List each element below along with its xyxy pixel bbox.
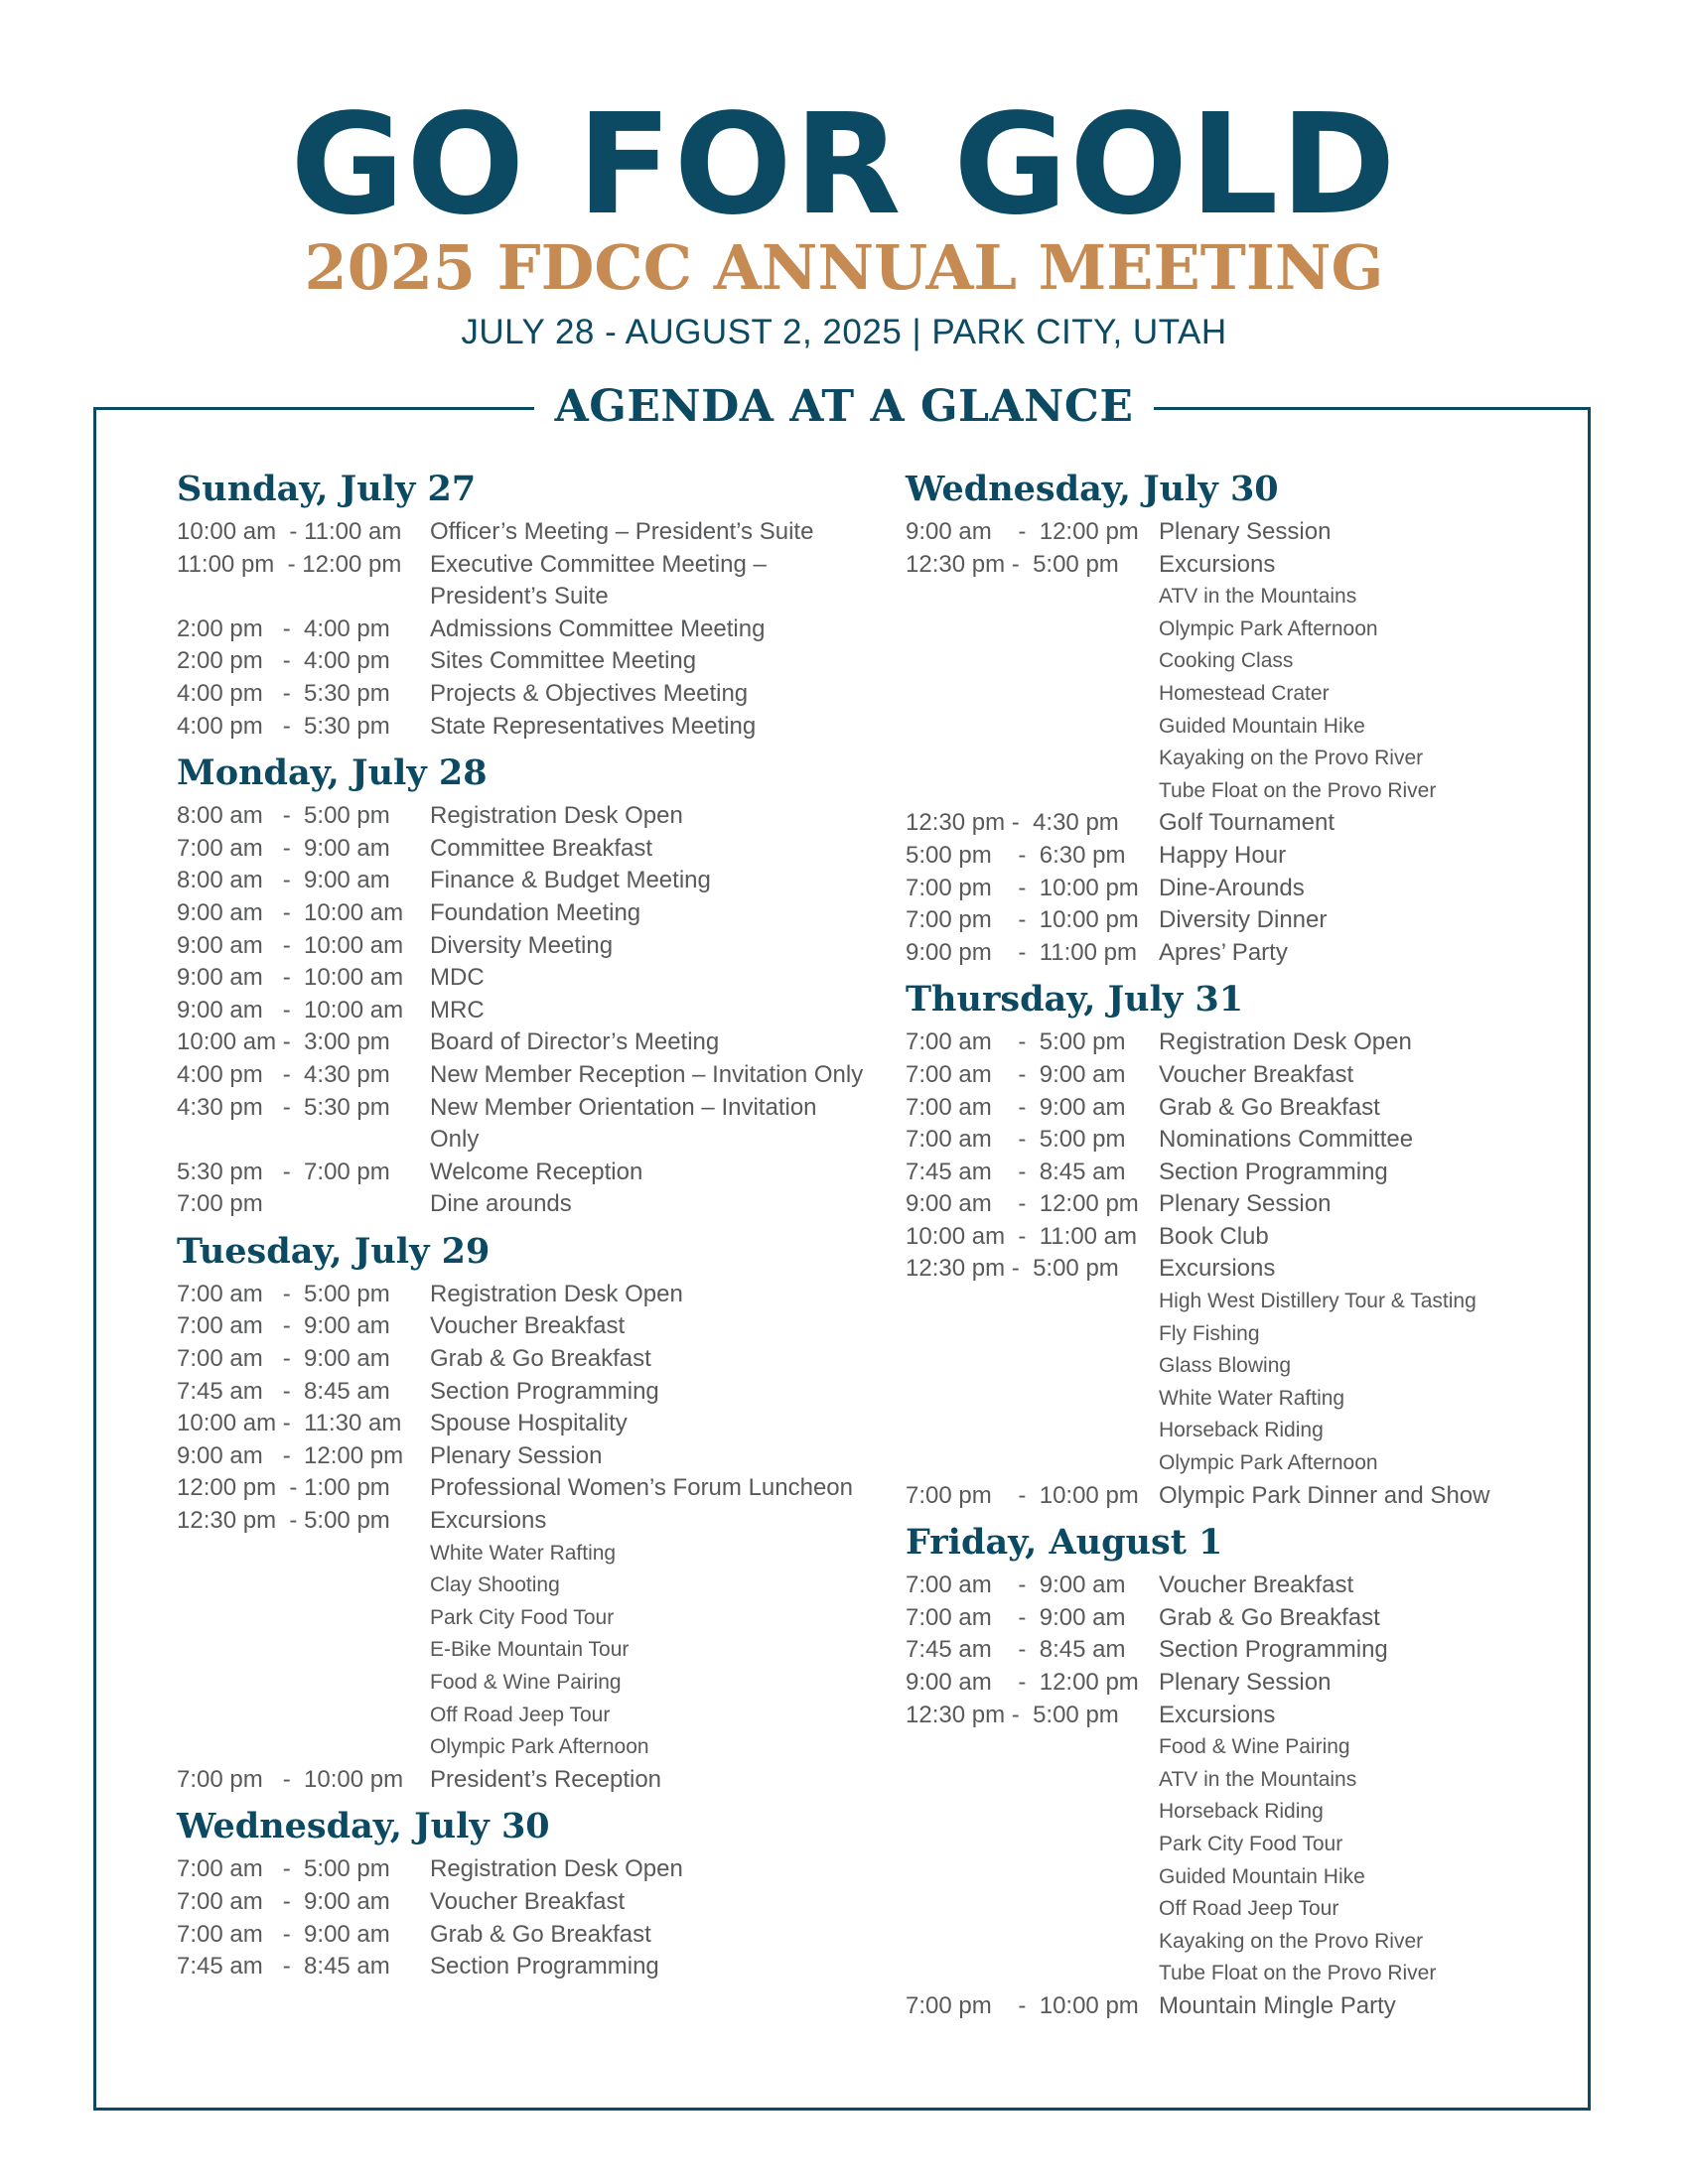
- agenda-row: [906, 807, 1601, 840]
- agenda-row: [906, 873, 1601, 905]
- event-time: 4:00 pm - 5:30 pm: [177, 679, 390, 707]
- agenda-row: [906, 516, 1601, 549]
- event-name: Welcome Reception: [430, 1158, 643, 1185]
- event-name: New Member Orientation – Invitation Only: [430, 1093, 817, 1154]
- excursion-option: Homestead Crater: [1159, 681, 1330, 705]
- day-section: [906, 467, 1601, 969]
- agenda-row: [177, 1026, 872, 1059]
- meeting-title: 2025 FDCC ANNUAL MEETING: [304, 231, 1384, 304]
- event-name: Plenary Session: [1159, 518, 1332, 545]
- excursion-option: Guided Mountain Hike: [1159, 1864, 1365, 1888]
- date-location: JULY 28 - AUGUST 2, 2025 | PARK CITY, UTAH: [461, 313, 1227, 351]
- event-time: 9:00 am - 10:00 am: [177, 964, 404, 992]
- event-time: 2:00 pm - 4:00 pm: [177, 614, 390, 642]
- event-time: 9:00 am - 12:00 pm: [177, 1441, 404, 1469]
- day-heading: Wednesday, July 30: [177, 1806, 550, 1847]
- event-name: Voucher Breakfast: [430, 1312, 626, 1340]
- excursion-option: Olympic Park Afternoon: [1159, 1451, 1378, 1475]
- excursion-option: Tube Float on the Provo River: [1159, 778, 1437, 802]
- agenda-row: [177, 549, 872, 614]
- excursion-option: Tube Float on the Provo River: [1159, 1962, 1437, 1985]
- event-name: Professional Women’s Forum Luncheon: [430, 1474, 853, 1502]
- event-name: Board of Director’s Meeting: [430, 1028, 720, 1056]
- event-name: Foundation Meeting: [430, 898, 641, 926]
- excursion-option: Food & Wine Pairing: [430, 1671, 622, 1694]
- event-name: Nominations Committee: [1159, 1126, 1414, 1154]
- event-time: 12:30 pm - 5:00 pm: [906, 550, 1119, 578]
- event-time: 7:00 am - 9:00 am: [177, 834, 390, 862]
- agenda-row: [906, 1157, 1601, 1189]
- agenda-row: [906, 1634, 1601, 1667]
- event-time: 10:00 am - 11:00 am: [906, 1222, 1138, 1250]
- excursion-option: Kayaking on the Provo River: [1159, 1929, 1424, 1953]
- day-section: [906, 1520, 1601, 2022]
- event-name: Mountain Mingle Party: [1159, 1991, 1396, 2019]
- event-time: 7:45 am - 8:45 am: [177, 1953, 390, 1980]
- agenda-row: [906, 1124, 1601, 1157]
- agenda-row: [906, 904, 1601, 937]
- agenda-row: [177, 833, 872, 866]
- event-time: 7:00 pm - 10:00 pm: [906, 1991, 1139, 2019]
- agenda-row: [177, 800, 872, 833]
- day-heading: Wednesday, July 30: [906, 469, 1279, 509]
- agenda-row: [906, 1188, 1601, 1221]
- event-name: Excursions: [430, 1507, 547, 1535]
- event-time: 9:00 am - 10:00 am: [177, 931, 404, 959]
- agenda-row: [177, 1092, 872, 1157]
- day-heading: Thursday, July 31: [906, 979, 1244, 1021]
- agenda-row: [177, 1059, 872, 1092]
- event-time: 7:45 am - 8:45 am: [177, 1377, 390, 1405]
- event-name: Plenary Session: [1159, 1669, 1332, 1696]
- excursion-option: Food & Wine Pairing: [1159, 1735, 1350, 1759]
- agenda-row: [177, 995, 872, 1027]
- event-time: 4:00 pm - 5:30 pm: [177, 712, 390, 740]
- event-time: 7:00 am - 9:00 am: [906, 1060, 1126, 1088]
- agenda-row: [177, 1279, 872, 1311]
- event-name: MDC: [430, 964, 485, 992]
- event-name: Section Programming: [1159, 1636, 1388, 1664]
- event-time: 7:00 pm - 10:00 pm: [177, 1765, 404, 1793]
- agenda-row: [177, 930, 872, 963]
- event-name: Section Programming: [430, 1953, 659, 1980]
- day-section: [177, 751, 872, 1221]
- agenda-row: [177, 1157, 872, 1189]
- event-time: 7:00 am - 5:00 pm: [906, 1028, 1126, 1056]
- event-name: Golf Tournament: [1159, 809, 1335, 837]
- day-heading: Monday, July 28: [177, 752, 488, 794]
- event-name: Projects & Objectives Meeting: [430, 679, 749, 707]
- excursion-option: Kayaking on the Provo River: [1159, 747, 1424, 770]
- event-time: 9:00 am - 12:00 pm: [906, 1669, 1139, 1696]
- agenda-row: [906, 1480, 1601, 1513]
- event-name: Excursions: [1159, 550, 1276, 578]
- excursion-option: Horseback Riding: [1159, 1419, 1324, 1442]
- event-time: 7:00 am - 9:00 am: [906, 1093, 1126, 1121]
- agenda-row: [177, 678, 872, 711]
- event-time: 4:00 pm - 4:30 pm: [177, 1060, 390, 1088]
- event-time: 7:00 am - 5:00 pm: [177, 1855, 390, 1883]
- event-time: 5:30 pm - 7:00 pm: [177, 1158, 390, 1185]
- agenda-row: [177, 1376, 872, 1409]
- event-time: 11:00 pm - 12:00 pm: [177, 550, 402, 578]
- excursion-option: Horseback Riding: [1159, 1800, 1324, 1824]
- event-time: 9:00 am - 10:00 am: [177, 996, 404, 1024]
- agenda-row: [906, 1026, 1601, 1059]
- agenda-row: [906, 1092, 1601, 1125]
- event-time: 7:00 am - 9:00 am: [906, 1571, 1126, 1599]
- event-name: Diversity Meeting: [430, 931, 614, 959]
- excursion-option: Guided Mountain Hike: [1159, 714, 1365, 738]
- event-time: 7:45 am - 8:45 am: [906, 1636, 1126, 1664]
- agenda-row: [906, 937, 1601, 970]
- event-name: Apres’ Party: [1159, 938, 1288, 966]
- event-name: Book Club: [1159, 1222, 1269, 1250]
- event-name: MRC: [430, 996, 485, 1024]
- agenda-row: [906, 1667, 1601, 1700]
- event-name: Dine arounds: [430, 1190, 572, 1218]
- event-time: 10:00 am - 11:30 am: [177, 1410, 402, 1437]
- excursion-option: Park City Food Tour: [1159, 1832, 1343, 1855]
- excursion-option: Off Road Jeep Tour: [1159, 1897, 1339, 1921]
- event-name: Finance & Budget Meeting: [430, 867, 711, 894]
- agenda-row: [177, 1310, 872, 1343]
- event-time: 12:30 pm - 4:30 pm: [906, 809, 1119, 837]
- event-name: Excursions: [1159, 1255, 1276, 1283]
- event-name: Executive Committee Meeting – President’s Suite: [430, 550, 767, 611]
- event-time: 7:00 am - 5:00 pm: [177, 1280, 390, 1307]
- excursion-option: Off Road Jeep Tour: [430, 1703, 611, 1726]
- event-time: 9:00 am - 12:00 pm: [906, 518, 1139, 545]
- event-time: 2:00 pm - 4:00 pm: [177, 647, 390, 675]
- day-heading: Tuesday, July 29: [177, 1230, 491, 1272]
- event-name: Voucher Breakfast: [1159, 1571, 1354, 1599]
- excursion-option: ATV in the Mountains: [1159, 585, 1357, 609]
- event-time: 7:00 am - 9:00 am: [177, 1887, 390, 1915]
- event-name: Grab & Go Breakfast: [1159, 1093, 1380, 1121]
- day-section: [906, 977, 1601, 1512]
- event-time: 7:00 am - 5:00 pm: [906, 1126, 1126, 1154]
- agenda-row: [177, 1764, 872, 1797]
- event-name: Dine-Arounds: [1159, 874, 1305, 901]
- agenda-row: [177, 865, 872, 897]
- agenda-row: [177, 1919, 872, 1952]
- event-time: 12:30 pm - 5:00 pm: [906, 1255, 1119, 1283]
- event-name: Happy Hour: [1159, 841, 1287, 869]
- event-name: Diversity Dinner: [1159, 906, 1328, 934]
- event-name: Grab & Go Breakfast: [1159, 1603, 1380, 1631]
- event-time: 12:00 pm - 1:00 pm: [177, 1474, 390, 1502]
- event-time: 7:45 am - 8:45 am: [906, 1158, 1126, 1185]
- left-column: [177, 467, 872, 1991]
- day-section: [177, 467, 872, 743]
- agenda-row: [906, 1059, 1601, 1092]
- agenda-row: [906, 1700, 1601, 1732]
- agenda-title: AGENDA AT A GLANCE: [534, 377, 1154, 437]
- event-name: New Member Reception – Invitation Only: [430, 1060, 864, 1088]
- agenda-row: [177, 1472, 872, 1505]
- event-name: Registration Desk Open: [430, 802, 683, 830]
- agenda-row: [177, 897, 872, 930]
- event-name: Admissions Committee Meeting: [430, 614, 766, 642]
- agenda-row: [906, 549, 1601, 582]
- event-time: 8:00 am - 9:00 am: [177, 867, 390, 894]
- day-section: [177, 1804, 872, 1982]
- agenda-row: [177, 1188, 872, 1221]
- event-name: Spouse Hospitality: [430, 1410, 628, 1437]
- excursion-option: Olympic Park Afternoon: [430, 1735, 649, 1759]
- event-time: 9:00 am - 12:00 pm: [906, 1190, 1139, 1218]
- event-time: 7:00 am - 9:00 am: [177, 1312, 390, 1340]
- agenda-row: [177, 962, 872, 995]
- event-name: Plenary Session: [430, 1441, 603, 1469]
- excursion-option: Olympic Park Afternoon: [1159, 616, 1378, 640]
- day-heading: Friday, August 1: [906, 1522, 1223, 1564]
- agenda-row: [177, 645, 872, 678]
- event-time: 10:00 am - 3:00 pm: [177, 1028, 390, 1056]
- agenda-row: [177, 614, 872, 646]
- excursion-option: Fly Fishing: [1159, 1321, 1260, 1345]
- event-time: 7:00 pm - 10:00 pm: [906, 1481, 1139, 1509]
- event-name: Voucher Breakfast: [1159, 1060, 1354, 1088]
- agenda-row: [177, 1951, 872, 1983]
- agenda-row: [177, 1440, 872, 1473]
- event-time: 7:00 pm - 10:00 pm: [906, 906, 1139, 934]
- event-name: Voucher Breakfast: [430, 1887, 626, 1915]
- event-name: President’s Reception: [430, 1765, 662, 1793]
- event-name: Registration Desk Open: [430, 1280, 683, 1307]
- day-heading: Sunday, July 27: [177, 469, 477, 509]
- agenda-row: [177, 516, 872, 549]
- event-time: 12:30 pm - 5:00 pm: [906, 1701, 1119, 1728]
- event-name: State Representatives Meeting: [430, 712, 757, 740]
- event-name: Grab & Go Breakfast: [430, 1345, 651, 1373]
- excursion-option: White Water Rafting: [430, 1541, 617, 1565]
- event-name: Olympic Park Dinner and Show: [1159, 1481, 1490, 1509]
- excursion-option: Park City Food Tour: [430, 1605, 615, 1629]
- event-time: 7:00 am - 9:00 am: [906, 1603, 1126, 1631]
- agenda-row: [906, 1602, 1601, 1635]
- event-name: Sites Committee Meeting: [430, 647, 697, 675]
- excursion-option: Clay Shooting: [430, 1573, 560, 1597]
- event-time: 5:00 pm - 6:30 pm: [906, 841, 1126, 869]
- excursion-option: Glass Blowing: [1159, 1354, 1292, 1378]
- agenda-row: [177, 711, 872, 744]
- event-name: Registration Desk Open: [1159, 1028, 1412, 1056]
- event-name: Committee Breakfast: [430, 834, 653, 862]
- event-name: Grab & Go Breakfast: [430, 1920, 651, 1948]
- agenda-row: [906, 1570, 1601, 1602]
- event-name: Section Programming: [1159, 1158, 1388, 1185]
- event-time: 9:00 am - 10:00 am: [177, 898, 404, 926]
- excursion-option: High West Distillery Tour & Tasting: [1159, 1290, 1477, 1313]
- event-time: 7:00 pm: [177, 1190, 263, 1218]
- event-time: 10:00 am - 11:00 am: [177, 518, 402, 545]
- event-time: 7:00 am - 9:00 am: [177, 1920, 390, 1948]
- event-name: Officer’s Meeting – President’s Suite: [430, 518, 814, 545]
- right-column: [906, 467, 1601, 2031]
- agenda-row: [906, 1253, 1601, 1286]
- day-section: [177, 1229, 872, 1797]
- event-name: Plenary Session: [1159, 1190, 1332, 1218]
- main-title: GO FOR GOLD: [290, 84, 1398, 246]
- agenda-row: [177, 1505, 872, 1538]
- event-time: 9:00 pm - 11:00 pm: [906, 938, 1138, 966]
- excursion-option: E-Bike Mountain Tour: [430, 1638, 630, 1662]
- event-name: Registration Desk Open: [430, 1855, 683, 1883]
- event-time: 7:00 pm - 10:00 pm: [906, 874, 1139, 901]
- event-time: 12:30 pm - 5:00 pm: [177, 1507, 390, 1535]
- agenda-row: [177, 1886, 872, 1919]
- agenda-row: [906, 1221, 1601, 1254]
- excursion-option: ATV in the Mountains: [1159, 1767, 1357, 1791]
- agenda-row: [177, 1408, 872, 1440]
- agenda-row: [906, 1990, 1601, 2023]
- event-time: 7:00 am - 9:00 am: [177, 1345, 390, 1373]
- excursion-option: White Water Rafting: [1159, 1386, 1345, 1410]
- event-name: Excursions: [1159, 1701, 1276, 1728]
- event-time: 8:00 am - 5:00 pm: [177, 802, 390, 830]
- agenda-row: [177, 1853, 872, 1886]
- event-time: 4:30 pm - 5:30 pm: [177, 1093, 390, 1121]
- excursion-option: Cooking Class: [1159, 649, 1294, 673]
- agenda-row: [906, 840, 1601, 873]
- agenda-row: [177, 1343, 872, 1376]
- event-name: Section Programming: [430, 1377, 659, 1405]
